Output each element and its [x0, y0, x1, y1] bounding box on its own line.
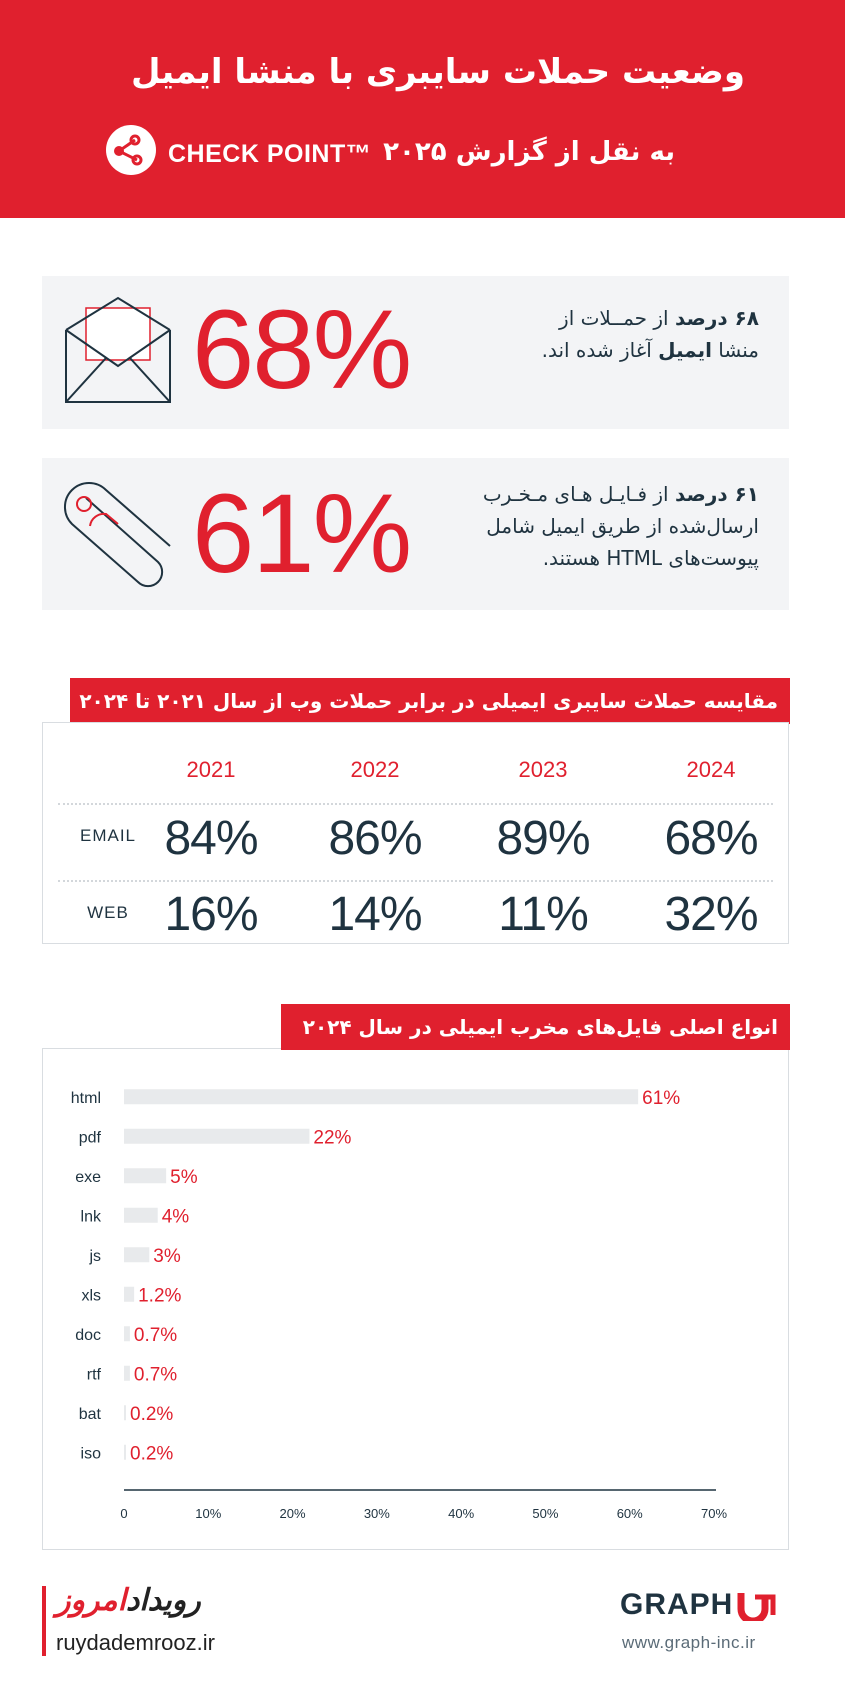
data-label: 4%	[161, 1206, 190, 1228]
bar	[124, 1445, 126, 1460]
page-title: وضعیت حملات سایبری با منشا ایمیل	[131, 52, 745, 92]
data-label: 3%	[153, 1245, 181, 1267]
graph-logo-icon	[737, 1589, 777, 1621]
ruydad-logo: رویدادامروز	[56, 1583, 201, 1618]
ruydad-url[interactable]: ruydademrooz.ir	[56, 1630, 215, 1655]
graph-logo: GRAPH	[620, 1588, 734, 1621]
row-divider	[58, 880, 773, 882]
bar	[124, 1089, 638, 1104]
x-tick-label: 60%	[616, 1506, 643, 1521]
graph-url[interactable]: www.graph-inc.ir	[622, 1633, 756, 1652]
category-label: bat	[78, 1405, 101, 1423]
table-cell: 84%	[164, 812, 258, 865]
x-tick-label: 40%	[448, 1506, 475, 1521]
bar	[124, 1208, 158, 1223]
bar	[124, 1287, 134, 1302]
footer-accent-bar	[42, 1586, 46, 1656]
data-label: 0.7%	[133, 1324, 178, 1346]
data-label: 0.2%	[130, 1403, 174, 1425]
category-label: lnk	[80, 1208, 101, 1226]
comparison-table	[42, 722, 789, 944]
table-cell: 86%	[328, 812, 422, 865]
bar	[124, 1405, 126, 1420]
category-label: js	[89, 1247, 101, 1265]
year-header: 2021	[186, 757, 236, 782]
paperclip-icon	[62, 480, 182, 590]
x-tick-label: 30%	[363, 1506, 390, 1521]
chart-title: انواع اصلی فایل‌های مخرب ایمیلی در سال ۲۰۲۴	[281, 1004, 790, 1050]
x-tick-label: 10%	[195, 1506, 222, 1521]
bar	[124, 1247, 149, 1262]
stat-card-email	[42, 276, 789, 429]
x-tick-label: 70%	[700, 1506, 728, 1521]
stat-description: ۶۱ درصد از فـایـل هـای مـخـرب ارسال‌شده از طریق ایمیل شامل پیوست‌های HTML هستند.	[482, 482, 759, 570]
year-header: 2023	[518, 757, 568, 782]
category-label: iso	[80, 1445, 101, 1463]
data-label: 5%	[170, 1166, 198, 1188]
year-header: 2024	[686, 757, 736, 782]
stat-percent: 68%	[192, 287, 411, 412]
table-cell: 14%	[328, 888, 422, 941]
category-label: doc	[75, 1326, 101, 1344]
category-label: pdf	[78, 1129, 101, 1147]
data-label: 22%	[313, 1127, 352, 1149]
stat-percent: 61%	[192, 471, 411, 596]
table-cell: 32%	[664, 888, 758, 941]
row-divider	[58, 803, 773, 805]
data-label: 0.7%	[133, 1364, 178, 1386]
stat-description: ۶۸ درصد از حمــلات از منشا ایمیل آغاز شده اند.	[541, 306, 759, 362]
header-banner	[0, 0, 845, 218]
table-cell: 16%	[164, 888, 258, 941]
x-tick-label: 50%	[532, 1506, 559, 1521]
envelope-icon	[62, 294, 174, 410]
bar	[124, 1129, 309, 1144]
bar	[124, 1366, 130, 1381]
page-subtitle: به نقل از گزارش ۲۰۲۵	[383, 137, 675, 167]
row-label-email: EMAIL	[79, 826, 137, 845]
data-label: 61%	[642, 1087, 681, 1109]
category-label: rtf	[86, 1366, 101, 1384]
table-cell: 89%	[496, 812, 590, 865]
file-types-chart	[42, 1048, 789, 1550]
table-cell: 11%	[498, 888, 588, 941]
category-label: exe	[75, 1168, 101, 1186]
row-label-web: WEB	[87, 903, 129, 922]
x-tick-label: 0	[120, 1506, 128, 1521]
stat-card-html	[42, 458, 789, 610]
table-cell: 68%	[664, 812, 758, 865]
bar	[124, 1326, 130, 1341]
data-label: 1.2%	[138, 1285, 182, 1307]
data-label: 0.2%	[130, 1443, 174, 1465]
comparison-title: مقایسه حملات سایبری ایمیلی در برابر حملات وب از سال ۲۰۲۱ تا ۲۰۲۴	[70, 678, 790, 724]
category-label: xls	[81, 1287, 101, 1305]
x-tick-label: 20%	[279, 1506, 306, 1521]
checkpoint-brand: CHECK POINT™	[168, 140, 372, 168]
bar-chart-svg	[43, 1049, 790, 1551]
category-label: html	[70, 1089, 101, 1107]
bar	[124, 1168, 166, 1183]
year-header: 2022	[350, 757, 400, 782]
